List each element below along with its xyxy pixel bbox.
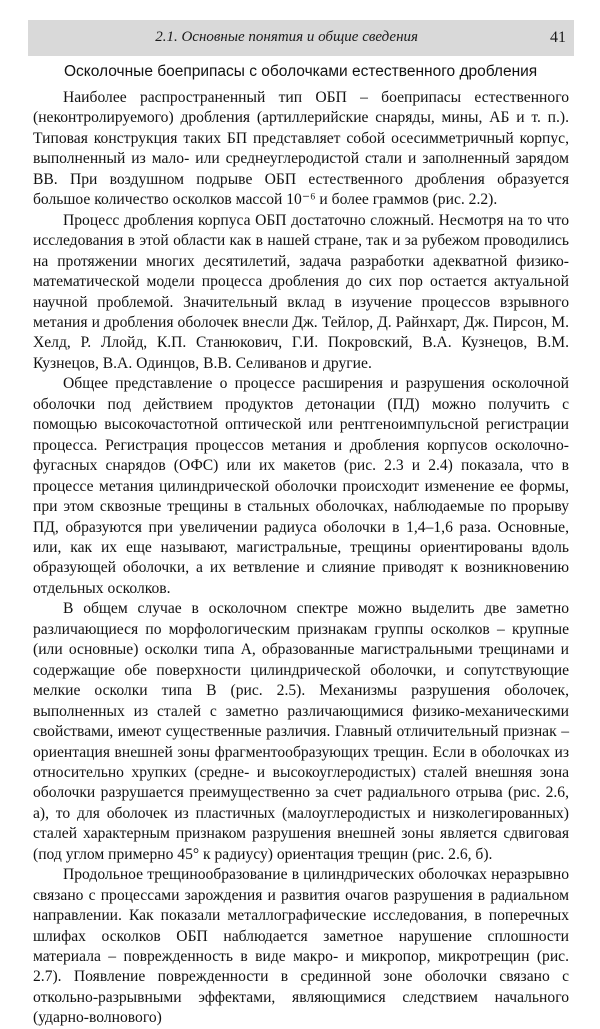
- body-text: [33, 88, 569, 1029]
- paragraph-1: Наиболее распространенный тип ОБП – боеприпасы естественного (неконтролируемого) дробления (артиллерийские снаряды, мины, АБ и т. п.). Типовая конструкция таких БП представляет собой осесимметричный корпус, выполненный из мало- или среднеуглеродистой стали и заполненный зарядом ВВ. При воздушном подрыве ОБП естественного дробления образуется большое количество осколков массой 10⁻⁶ и более граммов (рис. 2.2).: [33, 89, 569, 209]
- paragraph-5: Продольное трещинообразование в цилиндрических оболочках неразрывно связано с процессами зарождения и развития очагов разрушения в радиальном направлении. Как показали металлографические исследования, в поперечных шлифах осколков ОБП наблюдается заметное нарушение сплошности материала – поврежденность в виде макро- и микропор, микротрещин (рис. 2.7). Появление поврежденности в срединной зоне оболочки связано с откольно-разрывными эффектами, являющимися следствием начального (ударно-волнового): [33, 866, 569, 1027]
- page-number: 41: [550, 29, 566, 46]
- running-header: [28, 20, 574, 56]
- paragraph-4: В общем случае в осколочном спектре можно выделить две заметно различающиеся по морфологическим признакам группы осколков – крупные (или основные) осколки типа А, образованные магистральными трещинами и содержащие обе поверхности цилиндрической оболочки, и сопутствующие мелкие осколки типа В (рис. 2.5). Механизмы разрушения оболочек, выполненных из сталей с заметно различающимися физико-механическими свойствами, имеют существенные различия. Главный отличительный признак – ориентация внешней зоны фрагментообразующих трещин. Если в оболочках из относительно хрупких (средне- и высокоуглеродистых) сталей внешняя зона оболочки разрушается преимущественно за счет радиального отрыва (рис. 2.6, а), то для оболочек из пластичных (малоуглеродистых и низколегированных) сталей характерным признаком разрушения внешней зоны является сдвиговая (под углом примерно 45° к радиусу) ориентация трещин (рис. 2.6, б).: [33, 600, 569, 863]
- section-heading: Осколочные боеприпасы с оболочками естественного дробления: [64, 63, 538, 80]
- running-header-title: 2.1. Основные понятия и общие сведения: [155, 29, 418, 45]
- paragraph-2: Процесс дробления корпуса ОБП достаточно сложный. Несмотря на то что исследования в этой области как в нашей стране, так и за рубежом проводились на протяжении многих десятилетий, задача разработки адекватной физико-математической модели процесса дробления до сих пор остается актуальной научной проблемой. Значительный вклад в изучение процессов взрывного метания и дробления оболочек внесли Дж. Тейлор, Д. Райнхарт, Дж. Пирсон, М. Хелд, Р. Ллойд, К.П. Станюкович, Г.И. Покровский, В.А. Кузнецов, В.М. Кузнецов, В.А. Одинцов, В.В. Селиванов и другие.: [33, 211, 569, 372]
- paragraph-3: Общее представление о процессе расширения и разрушения осколочной оболочки под действием продуктов детонации (ПД) можно получить с помощью высокочастотной оптической или рентгеноимпульсной регистрации процесса. Регистрация процессов метания и дробления корпусов осколочно-фугасных снарядов (ОФС) или их макетов (рис. 2.3 и 2.4) показала, что в процессе метания цилиндрической оболочки происходит изменение ее формы, при этом сквозные трещины в стальных оболочках, наблюдаемые по прорыву ПД, образуются при увеличении радиуса оболочки в 1,4–1,6 раза. Основные, или, как их еще называют, магистральные, трещины ориентированы вдоль образующей оболочки, а их ветвление и слияние приводят к возникновению отдельных осколков.: [33, 375, 569, 597]
